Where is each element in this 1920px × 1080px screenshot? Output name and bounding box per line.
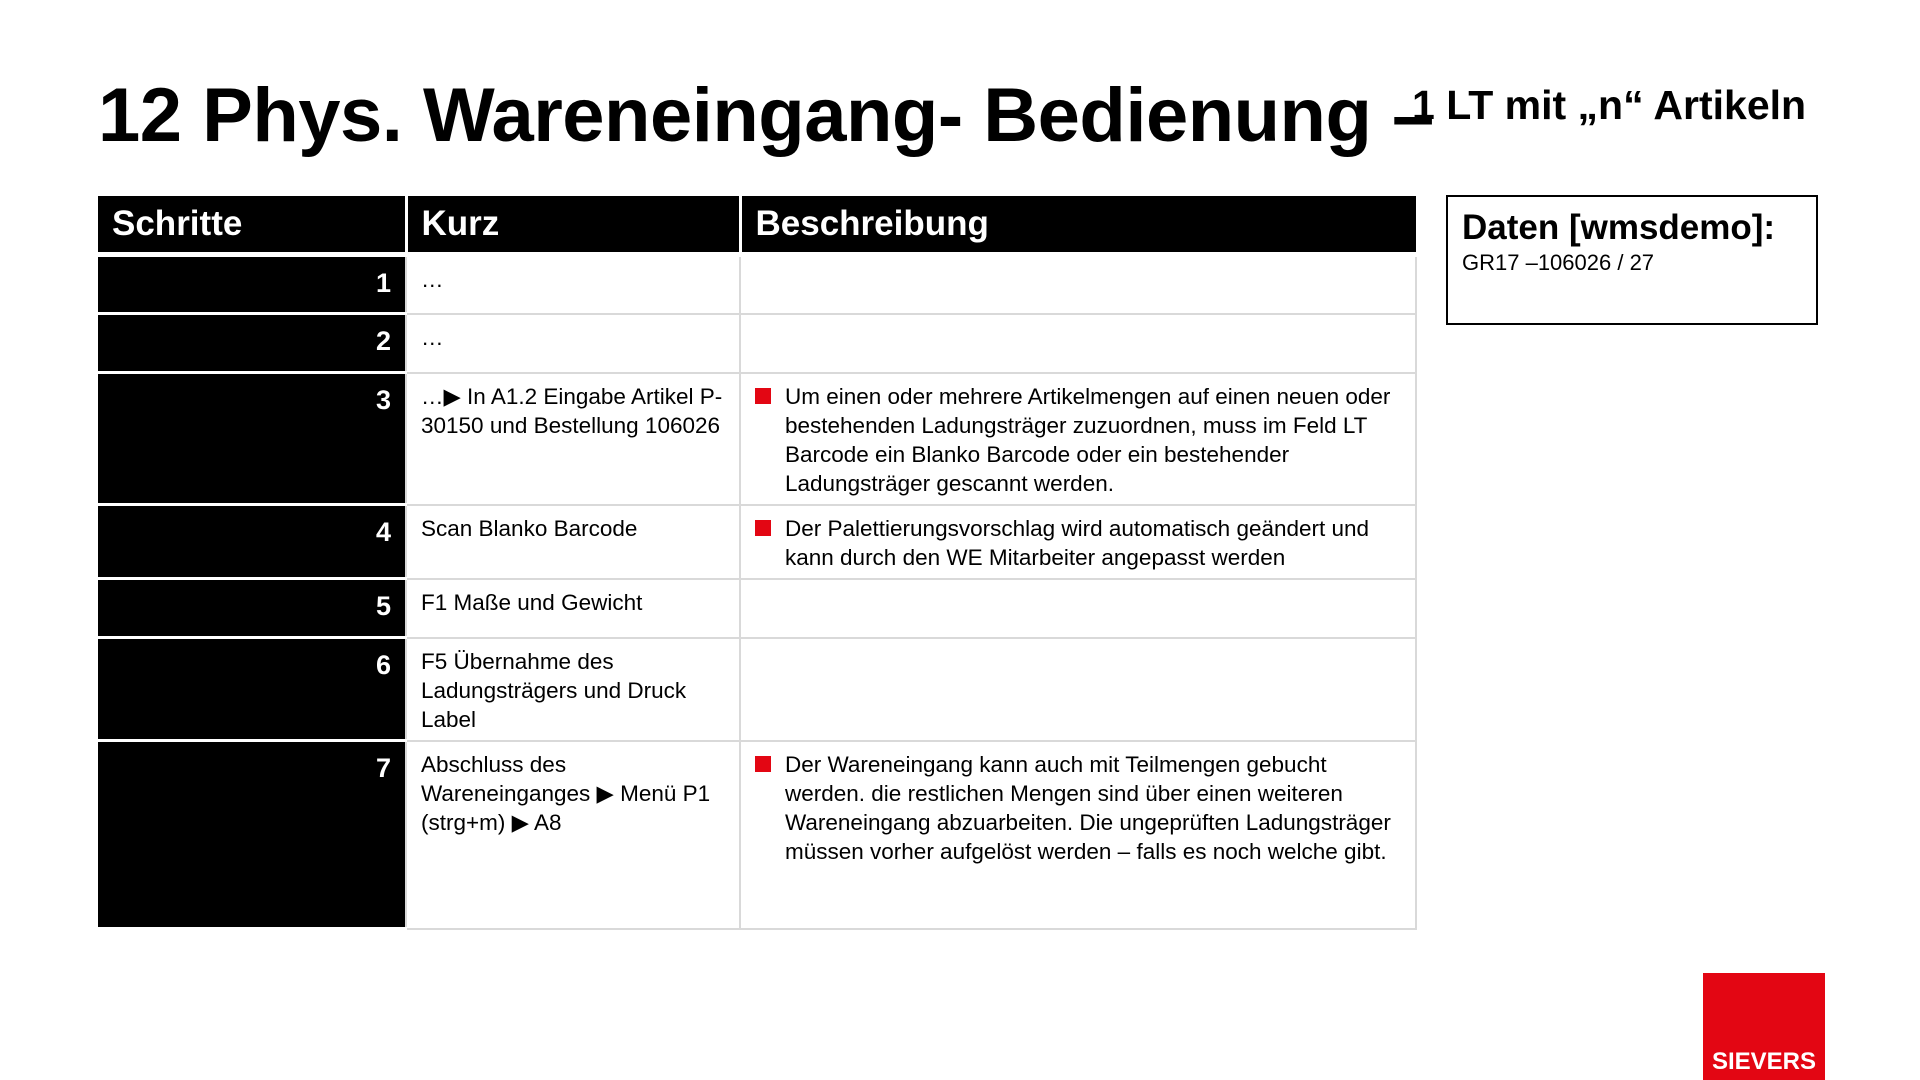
step-number: 5 — [98, 579, 406, 638]
step-kurz: … — [406, 314, 740, 373]
table-row — [98, 255, 1416, 314]
step-beschreibung-text: Der Wareneingang kann auch mit Teilmengen gebucht werden. die restlichen Mengen sind über einen weiteren Wareneingang abzuarbeiten. Die ungeprüften Ladungsträger müssen vorher aufgelöst werden – falls es noch welche gibt. — [785, 751, 1391, 864]
table-row — [98, 314, 1416, 373]
red-square-bullet-icon — [755, 756, 771, 772]
logo-text: SIEVERS — [1711, 1048, 1817, 1075]
step-beschreibung — [740, 255, 1416, 314]
step-kurz: F5 Übernahme des Ladungsträgers und Druck Label — [406, 638, 740, 741]
step-beschreibung — [740, 638, 1416, 741]
step-number: 3 — [98, 373, 406, 505]
header-schritte: Schritte — [98, 196, 406, 255]
step-beschreibung — [740, 741, 1416, 929]
red-square-bullet-icon — [755, 388, 771, 404]
red-square-bullet-icon — [755, 520, 771, 536]
page-title — [98, 72, 1434, 159]
sievers-logo — [1703, 973, 1825, 1080]
step-number: 7 — [98, 741, 406, 929]
table-row — [98, 373, 1416, 505]
data-box-value: GR17 –106026 / 27 — [1462, 250, 1655, 275]
step-beschreibung — [740, 373, 1416, 505]
table-row — [98, 638, 1416, 741]
table-header-row — [98, 196, 1416, 255]
header-kurz: Kurz — [406, 196, 740, 255]
step-kurz: F1 Maße und Gewicht — [406, 579, 740, 638]
data-info-box — [1446, 195, 1818, 325]
data-box-title: Daten [wmsdemo]: — [1462, 208, 1776, 247]
table-row — [98, 741, 1416, 929]
step-number: 4 — [98, 505, 406, 579]
table-row — [98, 505, 1416, 579]
step-kurz: …▶ In A1.2 Eingabe Artikel P-30150 und Bestellung 106026 — [406, 373, 740, 505]
steps-table — [98, 196, 1417, 930]
step-beschreibung — [740, 579, 1416, 638]
step-number: 2 — [98, 314, 406, 373]
step-number: 1 — [98, 255, 406, 314]
title-subtitle: 1 LT mit „n“ Artikeln — [1412, 82, 1807, 128]
step-kurz: Abschluss des Wareneinganges ▶ Menü P1 (strg+m) ▶ A8 — [406, 741, 740, 929]
title-main: 12 Phys. Wareneingang- Bedienung – — [98, 73, 1434, 158]
step-beschreibung — [740, 505, 1416, 579]
step-number: 6 — [98, 638, 406, 741]
step-kurz: … — [406, 255, 740, 314]
table-row — [98, 579, 1416, 638]
step-beschreibung — [740, 314, 1416, 373]
step-beschreibung-text: Der Palettierungsvorschlag wird automatisch geändert und kann durch den WE Mitarbeiter angepasst werden — [785, 515, 1370, 570]
step-beschreibung-text: Um einen oder mehrere Artikelmengen auf einen neuen oder bestehenden Ladungsträger zuzuordnen, muss im Feld LT Barcode ein Blanko Barcode oder ein bestehender Ladungsträger gescannt werden. — [785, 383, 1391, 496]
step-kurz: Scan Blanko Barcode — [406, 505, 740, 579]
header-beschreibung: Beschreibung — [740, 196, 1416, 255]
